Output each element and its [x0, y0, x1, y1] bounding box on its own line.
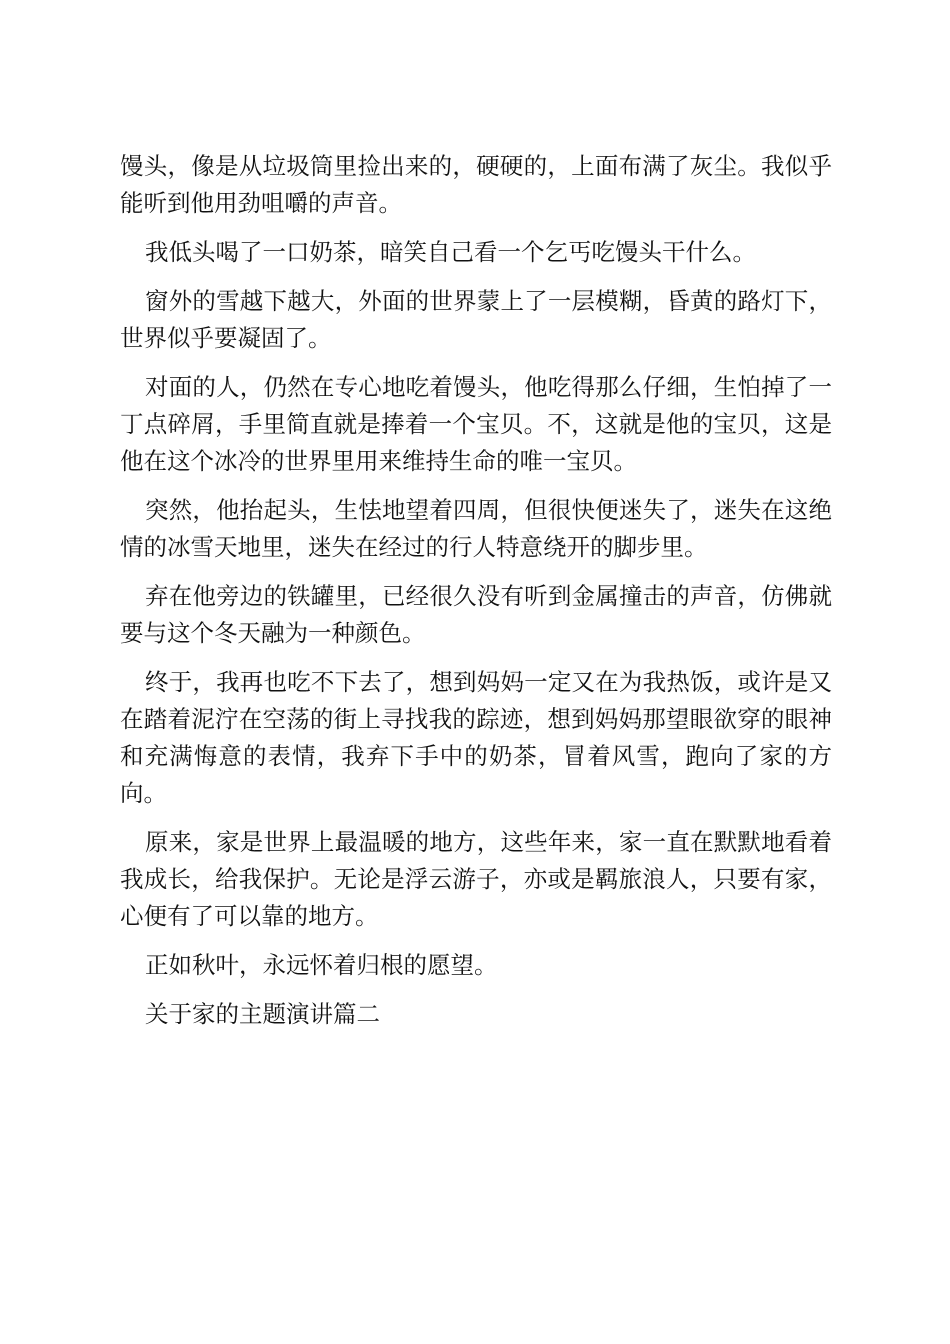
paragraph: 原来，家是世界上最温暖的地方，这些年来，家一直在默默地看着我成长，给我保护。无论是浮云游子，亦或是羁旅浪人，只要有家，心便有了可以靠的地方。: [120, 828, 832, 930]
paragraph: 窗外的雪越下越大，外面的世界蒙上了一层模糊，昏黄的路灯下，世界似乎要凝固了。: [120, 287, 832, 352]
paragraph: 对面的人，仍然在专心地吃着馒头，他吃得那么仔细，生怕掉了一丁点碎屑，手里简直就是捧着一个宝贝。不，这就是他的宝贝，这是他在这个冰冷的世界里用来维持生命的唯一宝贝。: [120, 373, 832, 475]
document-body: [120, 148, 832, 1045]
paragraph: 我低头喝了一口奶茶，暗笑自己看一个乞丐吃馒头干什么。: [145, 238, 756, 266]
paragraph: 弃在他旁边的铁罐里，已经很久没有听到金属撞击的声音，仿佛就要与这个冬天融为一种颜色。: [120, 582, 832, 647]
paragraph: 馒头，像是从垃圾筒里捡出来的，硬硬的，上面布满了灰尘。我似乎能听到他用劲咀嚼的声音。: [120, 152, 832, 217]
paragraph: 终于，我再也吃不下去了，想到妈妈一定又在为我热饭，或许是又在踏着泥泞在空荡的街上寻找我的踪迹，想到妈妈那望眼欲穿的眼神和充满悔意的表情，我弃下手中的奶茶，冒着风雪，跑向了家的方向。: [120, 668, 832, 807]
paragraph: 突然，他抬起头，生怯地望着四周，但很快便迷失了，迷失在这绝情的冰雪天地里，迷失在经过的行人特意绕开的脚步里。: [120, 496, 832, 561]
paragraph: 正如秋叶，永远怀着归根的愿望。: [145, 951, 498, 979]
section-heading: 关于家的主题演讲篇二: [145, 1000, 380, 1028]
